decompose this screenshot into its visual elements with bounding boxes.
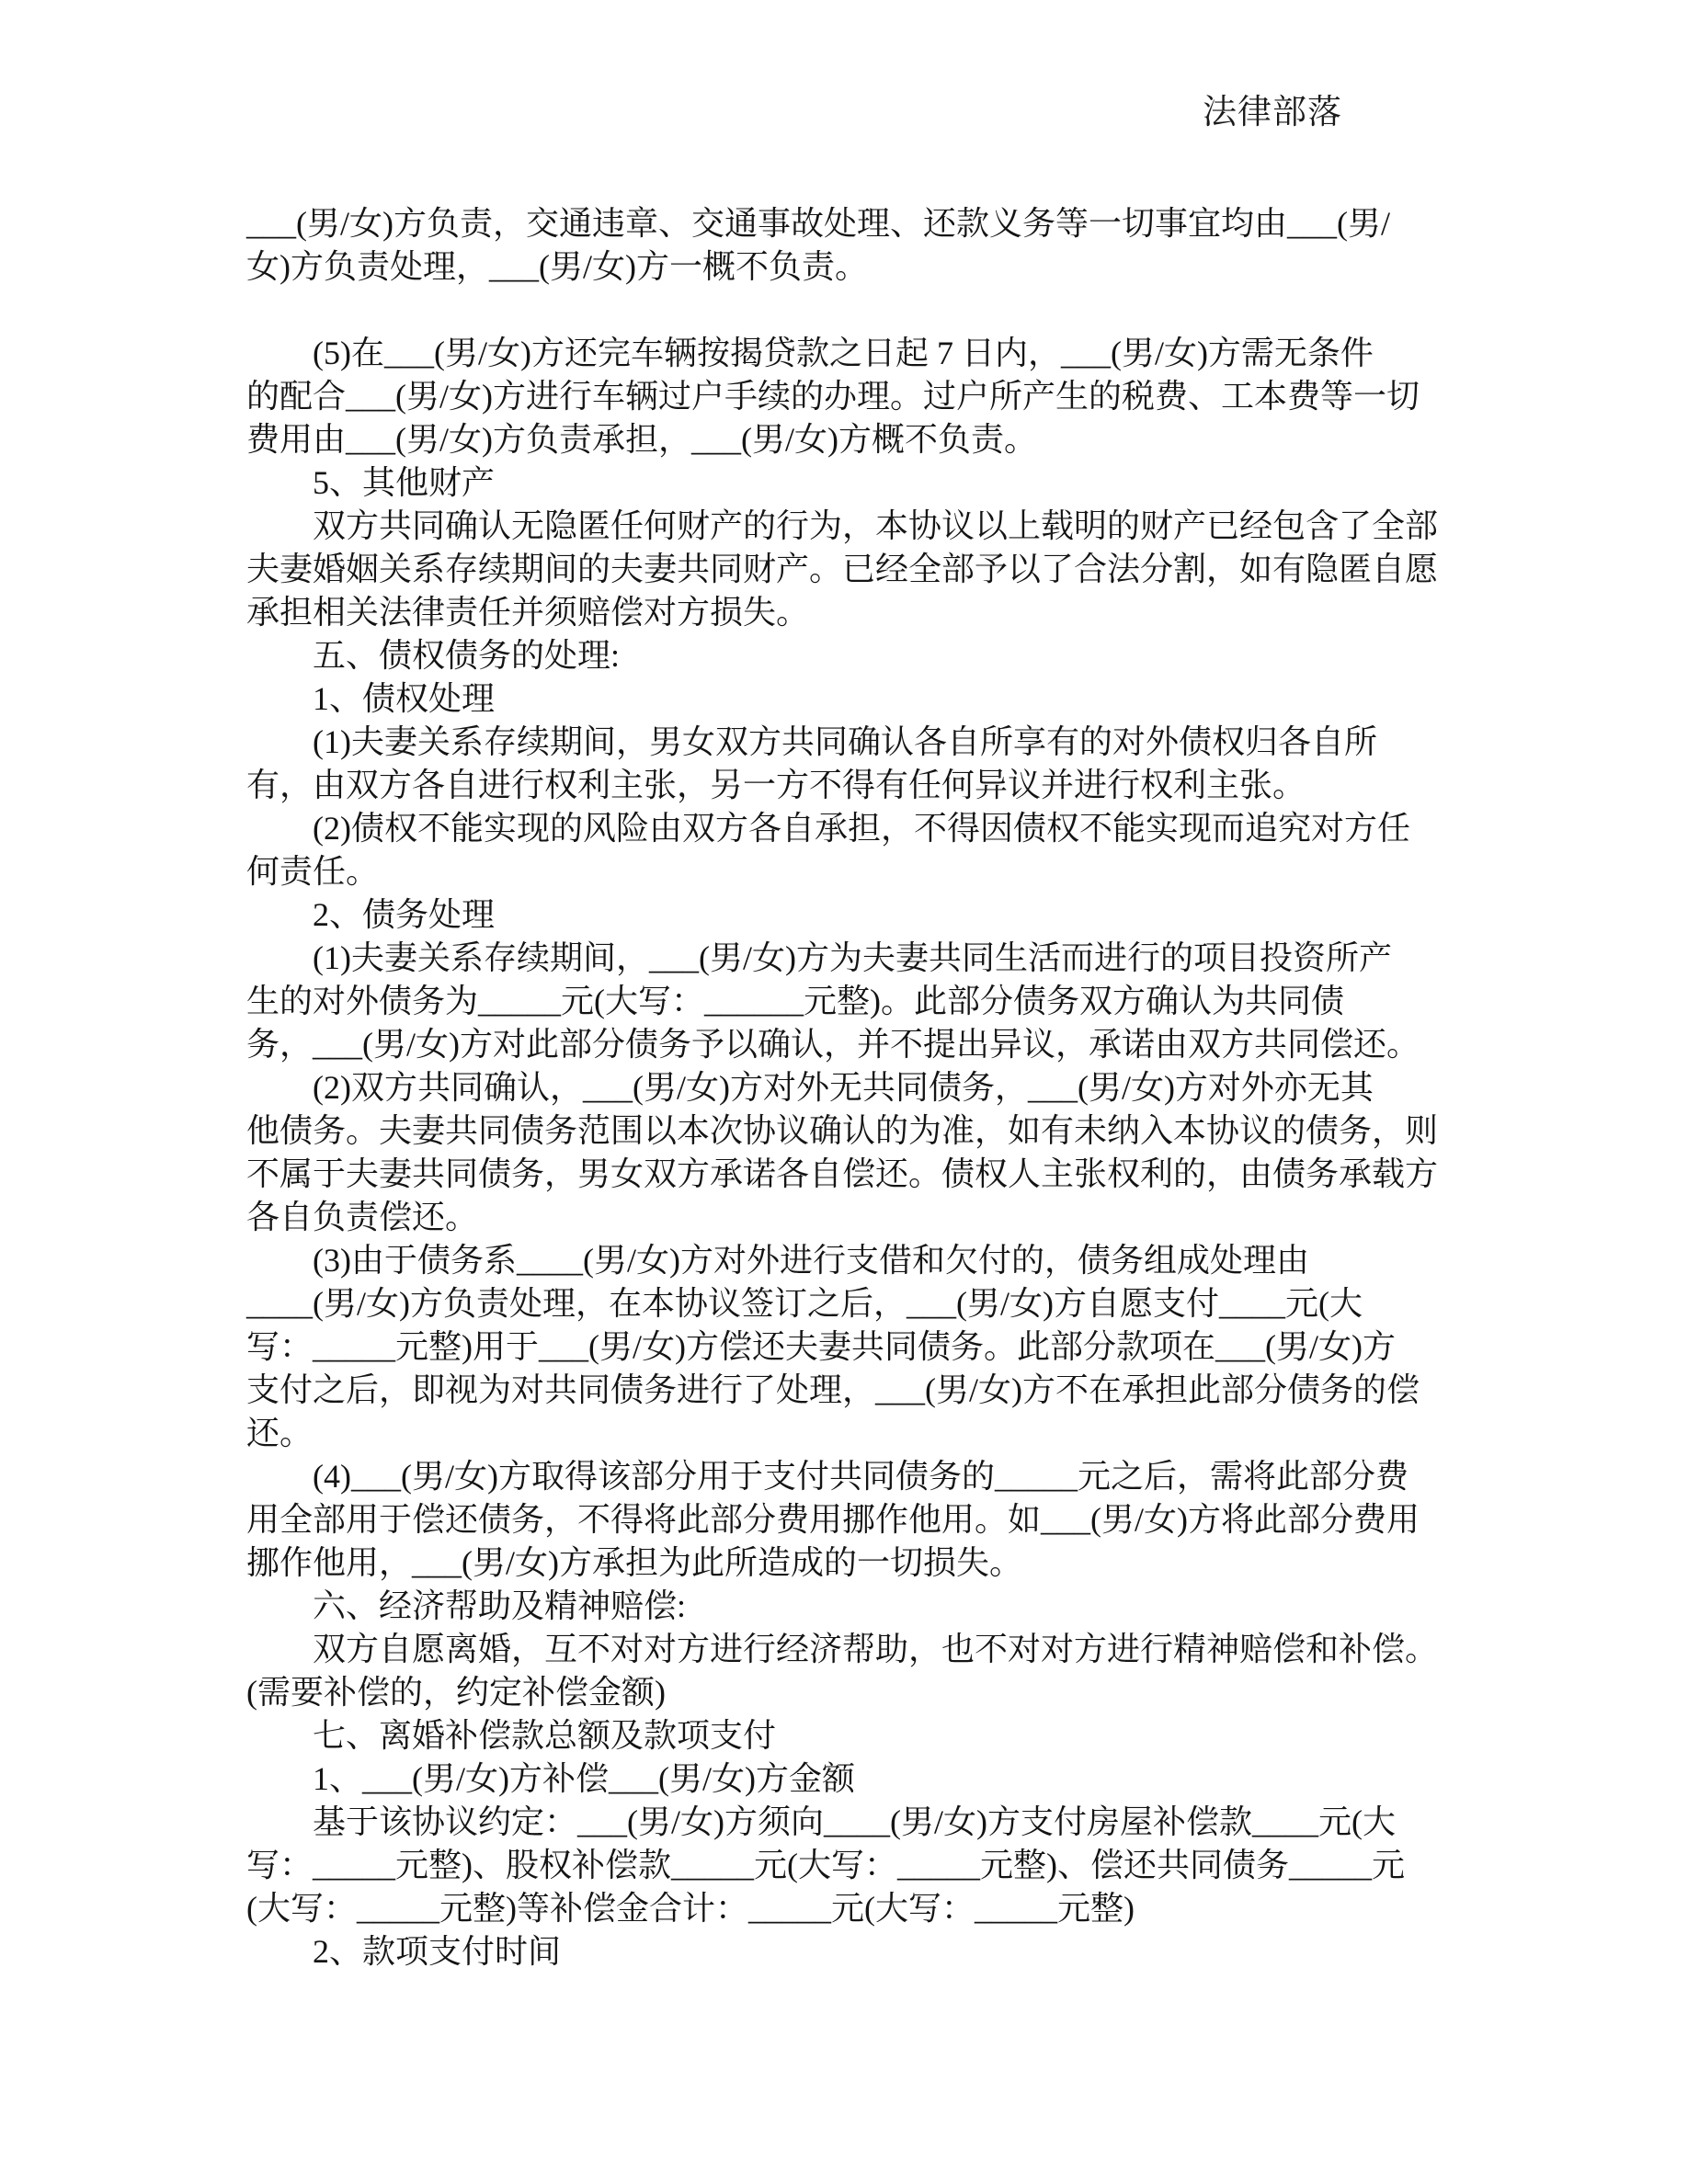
document-line: 写：_____元整)用于___(男/女)方偿还夫妻共同债务。此部分款项在___(男/女)方	[246, 1328, 1396, 1365]
document-line: 挪作他用，___(男/女)方承担为此所造成的一切损失。	[246, 1544, 1022, 1581]
document-line: 五、债权债务的处理:	[313, 637, 621, 674]
document-line: 的配合___(男/女)方进行车辆过户手续的办理。过户所产生的税费、工本费等一切	[246, 378, 1420, 415]
document-line: 承担相关法律责任并须赔偿对方损失。	[246, 594, 810, 631]
document-line: (4)___(男/女)方取得该部分用于支付共同债务的_____元之后，需将此部分费	[313, 1458, 1409, 1495]
document-line: 生的对外债务为_____元(大写：______元整)。此部分债务双方确认为共同债	[246, 983, 1344, 1019]
document-line: (1)夫妻关系存续期间，___(男/女)方为夫妻共同生活而进行的项目投资所产	[313, 939, 1392, 976]
document-line: 双方共同确认无隐匿任何财产的行为，本协议以上载明的财产已经包含了全部	[313, 507, 1439, 544]
document-line: (5)在___(男/女)方还完车辆按揭贷款之日起 7 日内，___(男/女)方需无条件	[313, 335, 1374, 371]
document-line: 不属于夫妻共同债务，男女双方承诺各自偿还。债权人主张权利的，由债务承载方	[246, 1155, 1439, 1192]
document-line: 费用由___(男/女)方负责承担，___(男/女)方概不负责。	[246, 421, 1037, 458]
document-line: (需要补偿的，约定补偿金额)	[246, 1674, 666, 1711]
document-line: (1)夫妻关系存续期间，男女双方共同确认各自所享有的对外债权归各自所	[313, 723, 1377, 760]
document-line: ____(男/女)方负责处理，在本协议签订之后，___(男/女)方自愿支付____元(大	[246, 1285, 1363, 1322]
document-line: 各自负责偿还。	[246, 1199, 479, 1235]
document-line: 支付之后，即视为对共同债务进行了处理，___(男/女)方不在承担此部分债务的偿	[246, 1371, 1420, 1408]
document-line: 七、离婚补偿款总额及款项支付	[313, 1717, 777, 1754]
document-body	[246, 202, 1451, 1974]
document-line: (2)债权不能实现的风险由双方各自承担，不得因债权不能实现而追究对方任	[313, 810, 1410, 847]
document-line: 夫妻婚姻关系存续期间的夫妻共同财产。已经全部予以了合法分割，如有隐匿自愿	[246, 551, 1439, 587]
document-line: ___(男/女)方负责，交通违章、交通事故处理、还款义务等一切事宜均由___(男/	[246, 205, 1390, 242]
document-line: 1、债权处理	[313, 680, 496, 717]
document-line: (大写：_____元整)等补偿金合计：_____元(大写：_____元整)	[246, 1890, 1135, 1927]
document-line: 务，___(男/女)方对此部分债务予以确认，并不提出异议，承诺由双方共同偿还。	[246, 1026, 1420, 1063]
document-line: 还。	[246, 1415, 314, 1451]
document-line: 2、款项支付时间	[313, 1933, 562, 1970]
document-line: 有，由双方各自进行权利主张，另一方不得有任何异议并进行权利主张。	[246, 767, 1306, 803]
document-line: 他债务。夫妻共同债务范围以本次协议确认的为准，如有未纳入本协议的债务，则	[246, 1112, 1439, 1149]
document-line: 双方自愿离婚，互不对对方进行经济帮助，也不对对方进行精神赔偿和补偿。	[313, 1631, 1439, 1667]
document-line: 1、___(男/女)方补偿___(男/女)方金额	[313, 1760, 855, 1797]
document-line: 5、其他财产	[313, 464, 496, 501]
document-line: 何责任。	[246, 853, 380, 890]
document-line: 女)方负责处理，___(男/女)方一概不负责。	[246, 248, 868, 285]
document-line: 基于该协议约定：___(男/女)方须向____(男/女)方支付房屋补偿款____元(大	[313, 1803, 1396, 1840]
document-line	[246, 289, 1451, 332]
document-line: 写：_____元整)、股权补偿款_____元(大写：_____元整)、偿还共同债务_____元	[246, 1847, 1405, 1883]
document-line: 六、经济帮助及精神赔偿:	[313, 1587, 687, 1624]
document-line: (3)由于债务系____(男/女)方对外进行支借和欠付的，债务组成处理由	[313, 1242, 1309, 1279]
document-line: 用全部用于偿还债务，不得将此部分费用挪作他用。如___(男/女)方将此部分费用	[246, 1501, 1420, 1538]
document-line: 2、债务处理	[313, 896, 496, 933]
brand-watermark: 法律部落	[1203, 94, 1342, 131]
document-line: (2)双方共同确认，___(男/女)方对外无共同债务，___(男/女)方对外亦无其	[313, 1069, 1374, 1106]
